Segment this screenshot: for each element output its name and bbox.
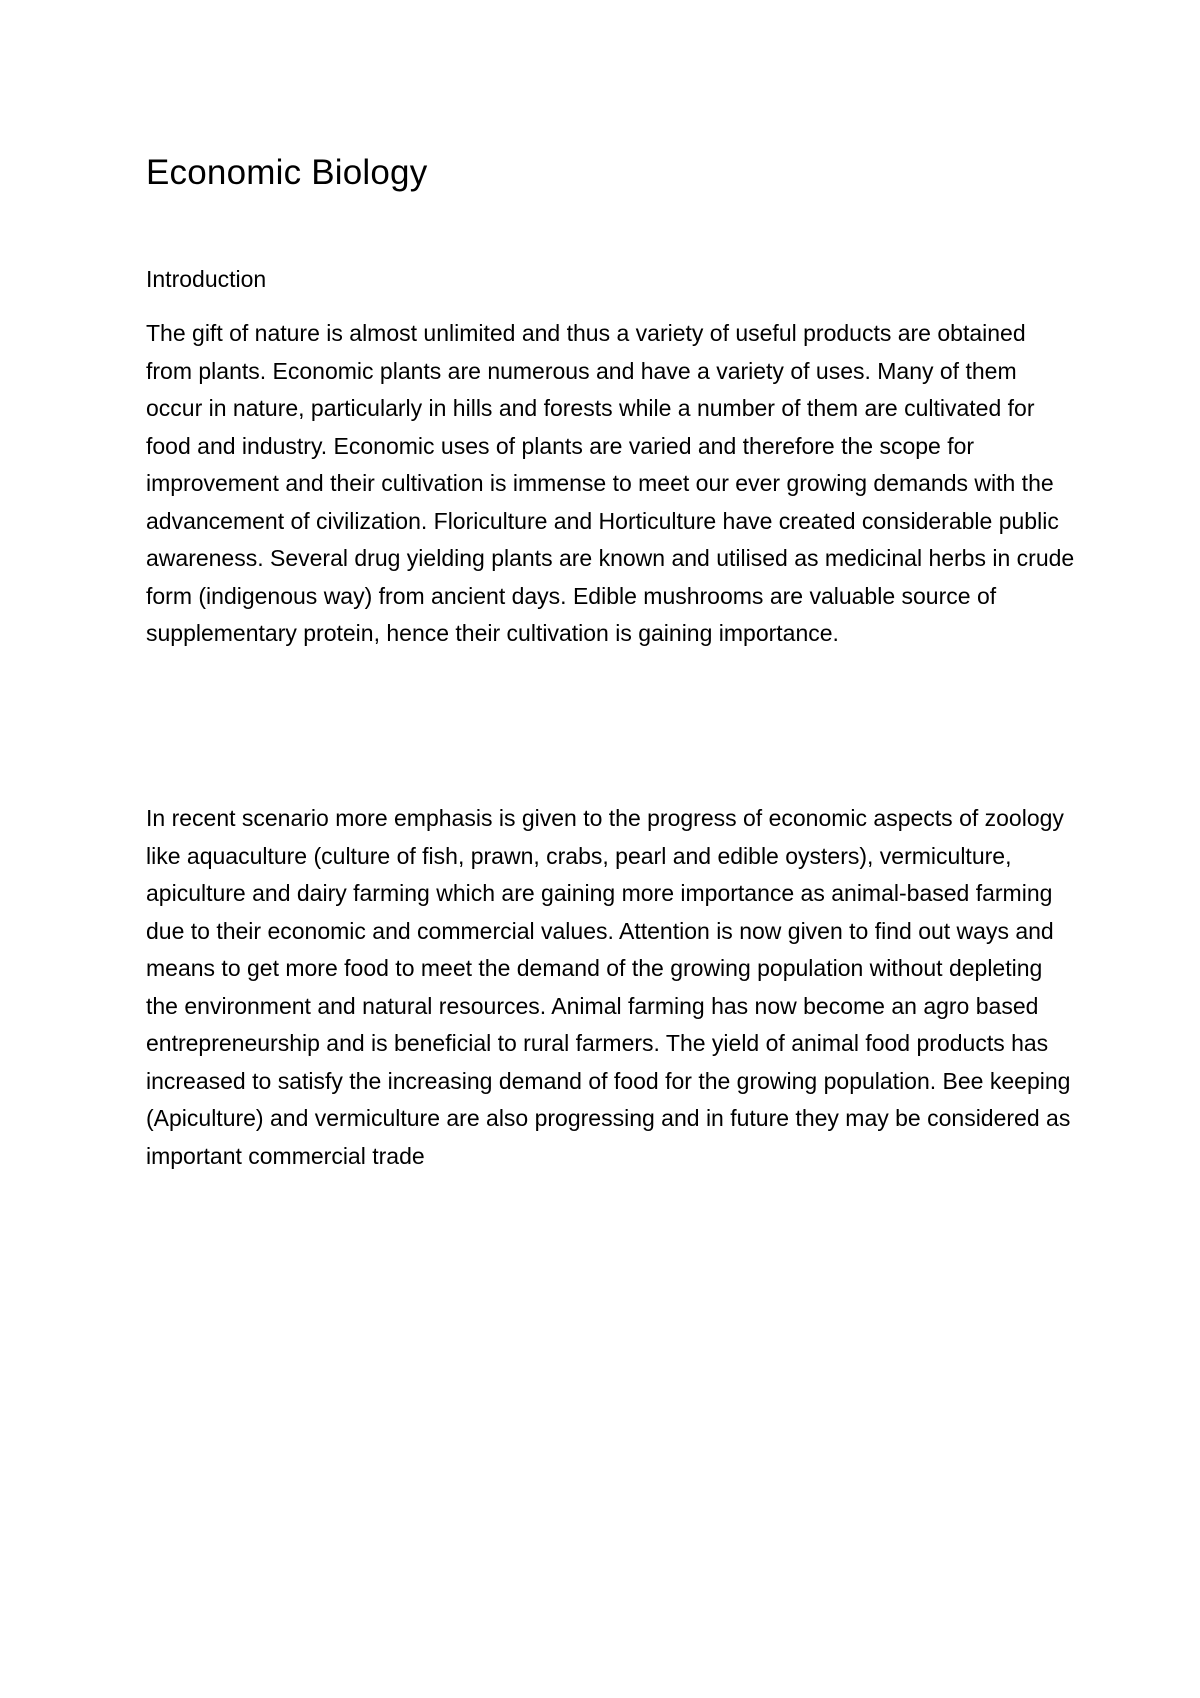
- paragraph-zoology: In recent scenario more emphasis is given to the progress of economic aspects of zoology like aquaculture (culture of fish, prawn, crabs, pearl and edible oysters), vermiculture, apiculture and dairy farming which are gaining more importance as animal-based farming due to their economic and commercial values. Attention is now given to find out ways and means to get more food to meet the demand of the growing population without depleting the environment and natural resources. Animal farming has now become an agro based entrepreneurship and is beneficial to rural farmers. The yield of animal food products has increased to satisfy the increasing demand of food for the growing population. Bee keeping (Apiculture) and vermiculture are also progressing and in future they may be considered as important commercial trade: [146, 805, 1071, 1169]
- document-title: Economic Biology: [146, 153, 428, 192]
- paragraph-plants: The gift of nature is almost unlimited and thus a variety of useful products are obtained from plants. Economic plants are numerous and have a variety of uses. Many of them occur in nature, particularly in hills and forests while a number of them are cultivated for food and industry. Economic uses of plants are varied and therefore the scope for improvement and their cultivation is immense to meet our ever growing demands with the advancement of civilization. Floriculture and Horticulture have created considerable public awareness. Several drug yielding plants are known and utilised as medicinal herbs in crude form (indigenous way) from ancient days. Edible mushrooms are valuable source of supplementary protein, hence their cultivation is gaining importance.: [146, 320, 1075, 646]
- section-heading: Introduction: [146, 266, 267, 292]
- document-body: [146, 150, 1086, 1169]
